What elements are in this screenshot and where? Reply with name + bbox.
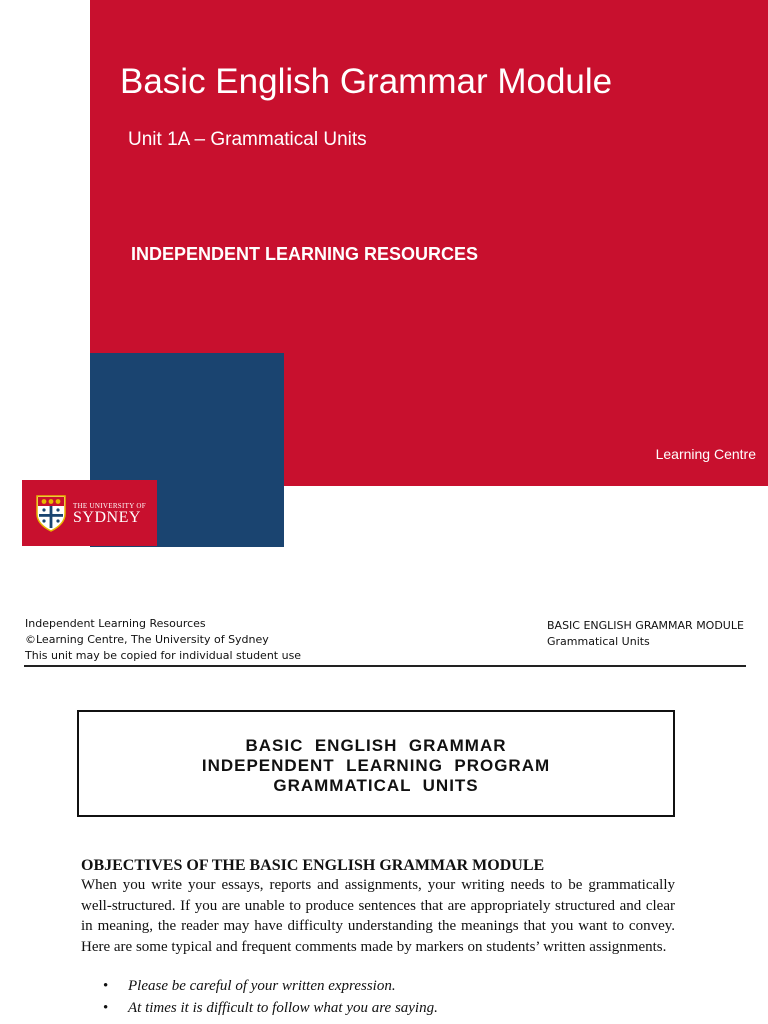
title-box-line: INDEPENDENT LEARNING PROGRAM xyxy=(201,756,551,775)
objectives-heading: OBJECTIVES OF THE BASIC ENGLISH GRAMMAR MODULE xyxy=(81,857,545,874)
header-left-line: ©Learning Centre, The University of Sydney xyxy=(25,633,269,646)
logo-university-of: THE UNIVERSITY OF xyxy=(73,502,146,510)
header-divider xyxy=(24,665,746,667)
objectives-paragraph: When you write your essays, reports and assignments, your writing needs to be grammatically well-structured. If you are unable to produce sentences that are appropriately structured and clear in meaning, the reader may have difficulty understanding the meanings that you want to convey. Here are some typical and frequent comments made by markers on students’ written assignments. xyxy=(81,877,675,955)
university-logo xyxy=(22,480,157,546)
title-box-line: BASIC ENGLISH GRAMMAR xyxy=(245,736,507,755)
cover-title: Basic English Grammar Module xyxy=(120,62,613,101)
logo-sydney: SYDNEY xyxy=(73,509,141,526)
list-item: • At times it is difficult to follow what you are saying. xyxy=(103,997,438,1019)
document-header-right xyxy=(547,618,744,650)
title-box-line: GRAMMATICAL UNITS xyxy=(273,776,479,795)
document-header-left xyxy=(25,616,301,664)
cover-subtitle: Unit 1A – Grammatical Units xyxy=(128,129,367,150)
header-right-line: BASIC ENGLISH GRAMMAR MODULE xyxy=(547,619,744,632)
crest-icon xyxy=(35,494,67,532)
header-left-line: Independent Learning Resources xyxy=(25,617,206,630)
header-right-line: Grammatical Units xyxy=(547,635,650,648)
program-title-box xyxy=(77,710,675,817)
cover-resources-heading: INDEPENDENT LEARNING RESOURCES xyxy=(131,244,479,264)
comments-list xyxy=(103,975,438,1019)
header-left-line: This unit may be copied for individual student use xyxy=(25,649,302,662)
list-item: • Please be careful of your written expression. xyxy=(103,975,438,997)
learning-centre-label: Learning Centre xyxy=(655,446,756,462)
